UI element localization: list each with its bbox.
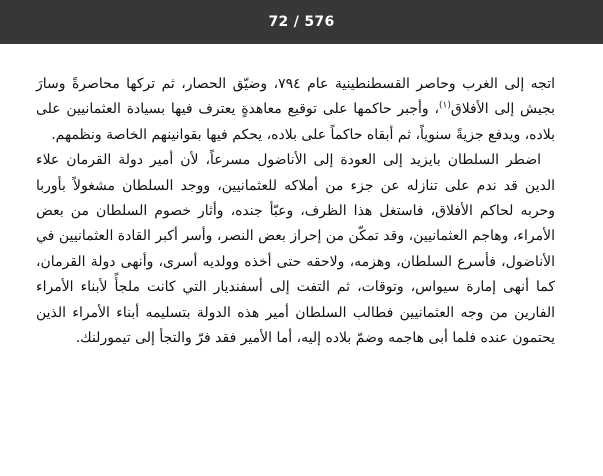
- footnote-reference[interactable]: (١): [438, 100, 451, 111]
- viewer-toolbar: [0, 0, 603, 44]
- paragraph-1: [36, 72, 555, 148]
- paragraph-2: اضطر السلطان بايزيد إلى العودة إلى الأناضول مسرعاً، لأن أمير دولة القرمان علاء الدين قد ندم على تنازله عن جزء من أملاكه للعثمانيين، ووجد السلطان مشغولاً بأوربا وحربه لحاكم الأفلاق، فاستغل هذا الظرف، وعبّأ جنده، وأثار خصوم السلطان من بعض الأمراء، وهاجم العثمانيين، وقد تمكّن من إحراز بعض النصر، وأسر أكبر القادة العثمانيين في الأناضول، فأسرع السلطان، وهزمه، ولاحقه حتى أخذه وولديه أسرى، وأنهى دولة القرمان، كما أنهى إمارة سيواس، وتوقات، ثم التفت إلى أسفنديار التي كانت ملجأً لأبناء الأمراء الفارين من وجه العثمانيين فطالب السلطان أمير هذه الدولة بتسليمه أبناء الأمراء الذين يحتمون عنده فلما أبى هاجمه وضمّ بلاده إليه، أما الأمير فقد فرّ والتجأ إلى تيمورلنك.: [36, 152, 555, 347]
- page-counter: 72 / 576: [268, 14, 335, 30]
- page-sheet: [0, 44, 603, 476]
- paragraph-1-text-start: اتجه إلى الغرب وحاصر القسطنطينية عام ٧٩٤، وضيّق الحصار، ثم تركها محاصرةً وسارَ بجيش إلى الأفلاق: [36, 76, 555, 118]
- page-body: [36, 72, 555, 351]
- paragraph-1-text-end: ، وأجبر حاكمها على توقيع معاهدةٍ يعترف فيها بسيادة العثمانيين على بلاده، ويدفع جزيةً سنوياً، ثم أبقاه حاكماً على بلاده، يحكم فيها بقوانينهم الخاصة ونظمهم.: [36, 101, 555, 143]
